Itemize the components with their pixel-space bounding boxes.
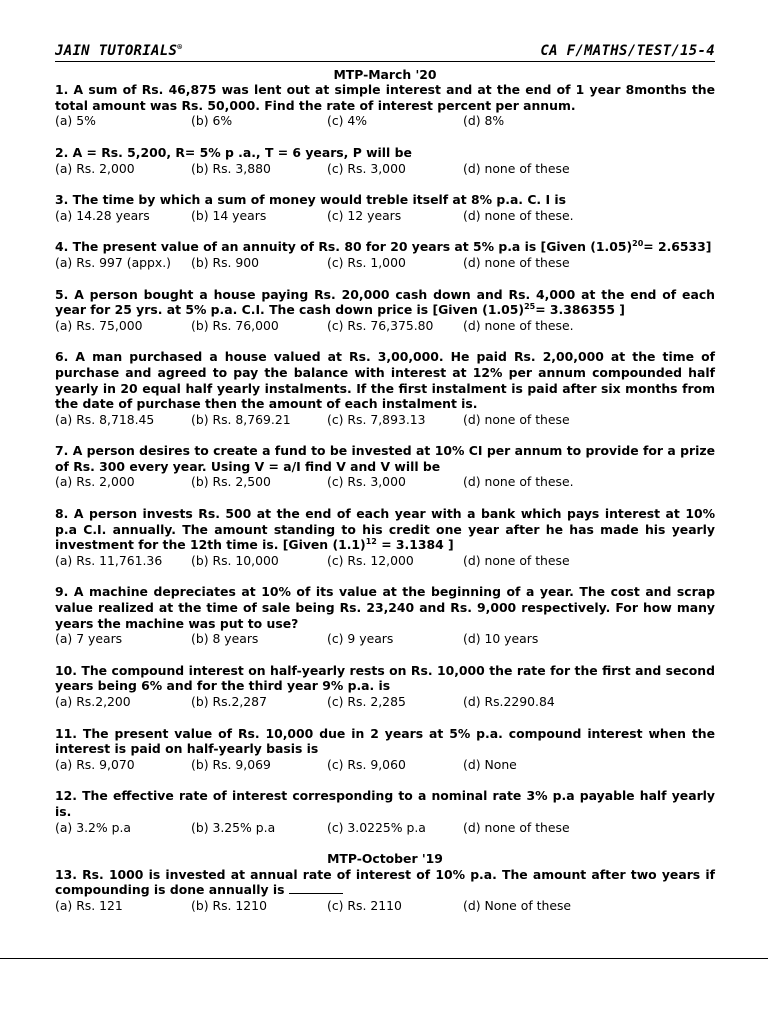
header-brand-text: JAIN TUTORIALS [55,43,178,59]
question-text [55,145,715,161]
option-d: (d) none of these [463,254,570,270]
question-text-part: 2. A = Rs. 5,200, R= 5% p .a., T = 6 years, P will be [55,144,412,160]
option-a: (a) Rs. 11,761.36 [55,552,163,568]
option-a: (a) 14.28 years [55,207,150,223]
option-c: (c) Rs. 1,000 [327,254,406,270]
option-a: (a) Rs. 121 [55,897,123,913]
question-text [55,443,715,474]
section-title: MTP-October '19 [327,851,443,867]
question-item [55,287,715,334]
option-c: (c) Rs. 3,000 [327,160,406,176]
option-c: (c) Rs. 3,000 [327,474,406,490]
option-b: (b) Rs. 9,069 [191,756,271,772]
options-row [55,553,715,569]
option-d: (d) 8% [463,113,505,129]
page-bottom-rule [0,958,768,959]
question-text-part: 4. The present value of an annuity of Rs. 80 for 20 years at 5% p.a is [Given (1.05) [55,239,633,255]
option-a: (a) Rs. 997 (appx.) [55,254,171,270]
question-item [55,349,715,427]
question-item [55,867,715,914]
question-text [55,867,715,898]
answer-blank [289,883,343,894]
question-text [55,239,715,255]
option-c: (c) 4% [327,113,368,129]
option-b: (b) 14 years [191,207,267,223]
exponent: 20 [632,239,644,249]
question-item [55,145,715,176]
question-text-part: 5. A person bought a house paying Rs. 20,000 cash down and Rs. 4,000 at the end of each year for 25 yrs. at 5% p.a. C.I. The cash down price is [Given (1.05) [55,286,715,318]
page-header [55,44,715,62]
options-row [55,318,715,334]
question-item [55,239,715,270]
option-a: (a) Rs. 2,000 [55,160,135,176]
option-d: (d) none of these. [463,317,574,333]
option-c: (c) 3.0225% p.a [327,819,426,835]
section-title: MTP-March '20 [333,66,437,82]
option-d: (d) none of these. [463,474,574,490]
question-item [55,788,715,835]
option-b: (b) 3.25% p.a [191,819,276,835]
option-a: (a) 7 years [55,631,123,647]
option-a: (a) Rs. 9,070 [55,756,135,772]
option-a: (a) 5% [55,113,96,129]
question-text [55,82,715,113]
registered-mark: ® [177,42,183,52]
question-text-part: = 3.386355 ] [535,302,625,318]
question-text-part: 1. A sum of Rs. 46,875 was lent out at simple interest and at the end of 1 year 8months the total amount was Rs. 50,000. Find the rate of interest percent per annum. [55,82,715,113]
option-b: (b) Rs. 3,880 [191,160,271,176]
question-text-part: 8. A person invests Rs. 500 at the end of each year with a bank which pays interest at 10% p.a C.I. annually. The amount standing to his credit one year after he has made his yearly investment for the 12th time is. [Given (1.1) [55,506,715,553]
option-d: (d) none of these [463,160,570,176]
option-c: (c) Rs. 12,000 [327,552,414,568]
option-a: (a) Rs. 8,718.45 [55,411,155,427]
option-b: (b) Rs. 10,000 [191,552,279,568]
header-code: CA F/MATHS/TEST/15-4 [540,43,715,59]
option-c: (c) Rs. 7,893.13 [327,411,426,427]
options-row [55,255,715,271]
option-c: (c) Rs. 2110 [327,897,402,913]
option-a: (a) Rs.2,200 [55,694,131,709]
question-item [55,663,715,710]
option-c: (c) 12 years [327,207,402,223]
option-a: (a) Rs. 2,000 [55,474,135,490]
worksheet-page [55,44,715,930]
question-text [55,349,715,411]
question-list [55,67,715,914]
question-item [55,726,715,773]
option-b: (b) 6% [191,113,233,129]
option-b: (b) Rs. 8,769.21 [191,411,291,427]
exponent: 12 [365,537,377,547]
option-d: (d) None of these [463,897,572,913]
question-item [55,192,715,223]
options-row [55,208,715,224]
question-text-part: 7. A person desires to create a fund to be invested at 10% CI per annum to provide for a prize of Rs. 300 every year. Using V = a/I find V and V will be [55,443,715,474]
question-text-part: 12. The effective rate of interest corresponding to a nominal rate 3% p.a payable half yearly is. [55,788,715,819]
options-row [55,474,715,490]
exponent: 25 [524,302,536,311]
option-d: (d) 10 years [463,631,539,647]
option-b: (b) Rs. 2,500 [191,474,271,490]
option-b: (b) Rs. 900 [191,254,260,270]
question-item [55,82,715,129]
options-row [55,757,715,773]
options-row [55,412,715,428]
option-d: (d) none of these [463,411,570,427]
option-c: (c) Rs. 2,285 [327,694,406,709]
option-d: (d) none of these [463,819,570,835]
question-text-part: = 2.6533] [643,239,712,255]
option-c: (c) Rs. 76,375.80 [327,317,434,333]
question-text-part: 9. A machine depreciates at 10% of its value at the beginning of a year. The cost and scrap value realized at the time of sale being Rs. 23,240 and Rs. 9,000 respectively. For how many years the machine was put to use? [55,584,715,631]
option-b: (b) 8 years [191,631,259,647]
question-text-part: 10. The compound interest on half-yearly rests on Rs. 10,000 the rate for the first and second years being 6% and for the third year 9% p.a. is [55,662,715,694]
question-text [55,788,715,819]
option-d: (d) Rs.2290.84 [463,694,555,709]
option-c: (c) 9 years [327,631,394,647]
options-row [55,694,715,710]
question-text-part: 13. Rs. 1000 is invested at annual rate of interest of 10% p.a. The amount after two years if compounding is done annually is [55,866,715,898]
option-d: (d) none of these. [463,207,574,223]
option-c: (c) Rs. 9,060 [327,756,406,772]
question-item [55,584,715,646]
question-item [55,443,715,490]
header-brand [55,44,182,60]
question-text [55,506,715,553]
question-text-part: = 3.1384 ] [376,537,454,553]
options-row [55,161,715,177]
options-row [55,113,715,129]
question-text-part: 6. A man purchased a house valued at Rs. 3,00,000. He paid Rs. 2,00,000 at the time of purchase and agreed to pay the balance with interest at 12% per annum compounded half yearly in 20 equal half yearly instalments. If the first instalment is paid after six months from the date of purchase then the amount of each instalment is. [55,349,715,412]
options-row [55,898,715,914]
question-text [55,726,715,757]
question-text [55,584,715,631]
question-text-part: 11. The present value of Rs. 10,000 due in 2 years at 5% p.a. compound interest when the interest is paid on half-yearly basis is [55,725,715,757]
option-b: (b) Rs. 76,000 [191,317,279,333]
question-text [55,663,715,694]
question-text [55,192,715,208]
options-row [55,820,715,836]
question-item [55,506,715,568]
option-d: (d) none of these [463,552,570,568]
option-a: (a) 3.2% p.a [55,819,132,835]
option-d: (d) None [463,756,517,772]
options-row [55,631,715,647]
question-text-part: 3. The time by which a sum of money would treble itself at 8% p.a. C. I is [55,192,566,208]
question-text [55,287,715,318]
option-a: (a) Rs. 75,000 [55,317,143,333]
option-b: (b) Rs.2,287 [191,694,267,709]
option-b: (b) Rs. 1210 [191,897,267,913]
